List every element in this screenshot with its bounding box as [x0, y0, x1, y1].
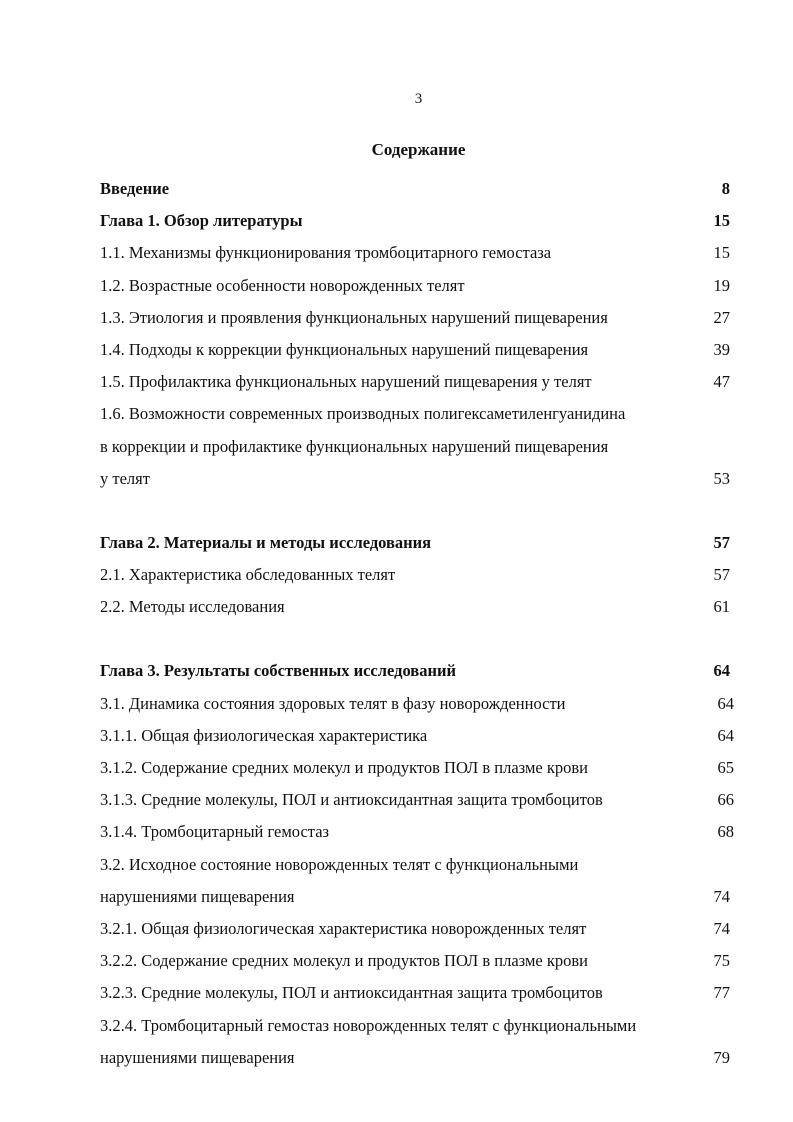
toc-entry-page: 79: [713, 1047, 730, 1067]
toc-entry-1-6-end: [100, 466, 740, 498]
toc-entry-text: Глава 1. Обзор литературы: [100, 211, 303, 231]
toc-entry-1-6: [100, 401, 740, 433]
toc-entry-3-1-3: [100, 787, 740, 819]
toc-entry-page: 8: [721, 179, 730, 198]
toc-entry-page: 66: [717, 790, 734, 810]
toc-entry-3-1-2: [100, 755, 740, 787]
toc-entry-text: 3.2.4. Тромбоцитарный гемостаз новорожденных телят с функциональными: [100, 1015, 637, 1035]
toc-entry-page: 74: [713, 918, 730, 938]
toc-entry-page: 74: [713, 886, 730, 906]
toc-entry-page: 77: [713, 983, 730, 1003]
toc-entry-3-2-1: [100, 916, 740, 948]
toc-entry-text: 1.6. Возможности современных производных полигексаметиленгуанидина: [100, 404, 626, 424]
toc-entry-text: Глава 2. Материалы и методы исследования: [100, 532, 432, 552]
toc-entry-page: 39: [713, 339, 730, 359]
toc-entry-1-5: [100, 369, 740, 401]
toc-entry-chapter-1: [100, 208, 740, 240]
toc-entry-text: 2.1. Характеристика обследованных телят: [100, 565, 396, 585]
toc-entry-text: 2.2. Методы исследования: [100, 597, 285, 617]
toc-entry-text: нарушениями пищеварения: [100, 886, 295, 906]
toc-entry-1-2: [100, 273, 740, 305]
toc-entry-3-2-2: [100, 948, 740, 980]
toc-entry-page: 15: [713, 243, 730, 263]
toc-entry-text: 1.4. Подходы к коррекции функциональных нарушений пищеварения: [100, 339, 589, 359]
toc-entry-text: Глава 3. Результаты собственных исследований: [100, 661, 456, 681]
toc-entry-text: 3.1.1. Общая физиологическая характеристика: [100, 725, 428, 745]
toc-entry-page: 61: [713, 597, 730, 617]
toc-entry-1-1: [100, 240, 740, 272]
toc-entry-2-1: [100, 562, 740, 594]
toc-title: Содержание: [371, 140, 466, 159]
toc-entry-text: 1.3. Этиология и проявления функциональных нарушений пищеварения: [100, 307, 608, 327]
toc-entry-text: 3.2. Исходное состояние новорожденных телят с функциональными: [100, 854, 579, 874]
toc-entry-3-2-cont: [100, 884, 740, 916]
toc-entry-page: 68: [717, 822, 734, 842]
page-number: 3: [414, 91, 423, 107]
toc-entry-page: 64: [713, 661, 730, 681]
toc-entry-3-2-3: [100, 980, 740, 1012]
toc-entry-3-2: [100, 852, 740, 884]
toc-entry-page: 57: [713, 532, 730, 552]
toc-entry-text: у телят: [100, 468, 150, 488]
toc-entry-3-2-4: [100, 1013, 740, 1045]
toc-entry-3-1-1: [100, 723, 740, 755]
toc-entry-1-4: [100, 337, 740, 369]
toc-entry-page: 47: [713, 372, 730, 392]
toc-entry-1-3: [100, 305, 740, 337]
toc-entry-2-2: [100, 594, 740, 626]
toc-entry-page: 57: [713, 565, 730, 585]
toc-entry-page: 75: [713, 951, 730, 971]
toc-entry-page: 64: [717, 693, 734, 713]
toc-entry-text: 3.1.4. Тромбоцитарный гемостаз: [100, 822, 330, 842]
toc-entry-text: в коррекции и профилактике функциональных нарушений пищеварения: [100, 436, 609, 456]
toc-entry-page: 64: [717, 725, 734, 745]
toc-entry-text: 3.2.3. Средние молекулы, ПОЛ и антиоксидантная защита тромбоцитов: [100, 983, 603, 1003]
toc-entry-page: 27: [713, 307, 730, 327]
toc-entry-text: 1.5. Профилактика функциональных нарушений пищеварения у телят: [100, 372, 592, 392]
toc-entry-text: 3.1.3. Средние молекулы, ПОЛ и антиоксидантная защита тромбоцитов: [100, 790, 603, 810]
toc-entry-3-1-4: [100, 819, 740, 851]
toc-entry-text: 3.2.2. Содержание средних молекул и продуктов ПОЛ в плазме крови: [100, 951, 588, 971]
toc-entry-page: 65: [717, 758, 734, 777]
toc-entry-text: 3.1.2. Содержание средних молекул и продуктов ПОЛ в плазме крови: [100, 758, 588, 777]
toc-entry-page: 53: [713, 468, 730, 488]
toc-entry-chapter-2: [100, 530, 740, 562]
toc-entry-page: 15: [713, 211, 730, 231]
toc-entry-text: 3.2.1. Общая физиологическая характеристика новорожденных телят: [100, 918, 587, 938]
toc-entry-text: 3.1. Динамика состояния здоровых телят в фазу новорожденности: [100, 693, 566, 713]
toc-entry-text: 1.1. Механизмы функционирования тромбоцитарного гемостаза: [100, 243, 552, 263]
toc-entry-3-2-4-end: [100, 1045, 740, 1077]
toc-entry-page: 19: [713, 275, 730, 295]
toc-entry-chapter-3: [100, 658, 740, 690]
toc-entry-text: нарушениями пищеварения: [100, 1047, 295, 1067]
toc-entry-1-6-cont: [100, 434, 740, 466]
table-of-contents: [100, 176, 740, 1077]
toc-entry-introduction: [100, 176, 740, 208]
toc-entry-text: Введение: [100, 179, 170, 198]
toc-entry-text: 1.2. Возрастные особенности новорожденных телят: [100, 275, 465, 295]
toc-entry-3-1: [100, 691, 740, 723]
